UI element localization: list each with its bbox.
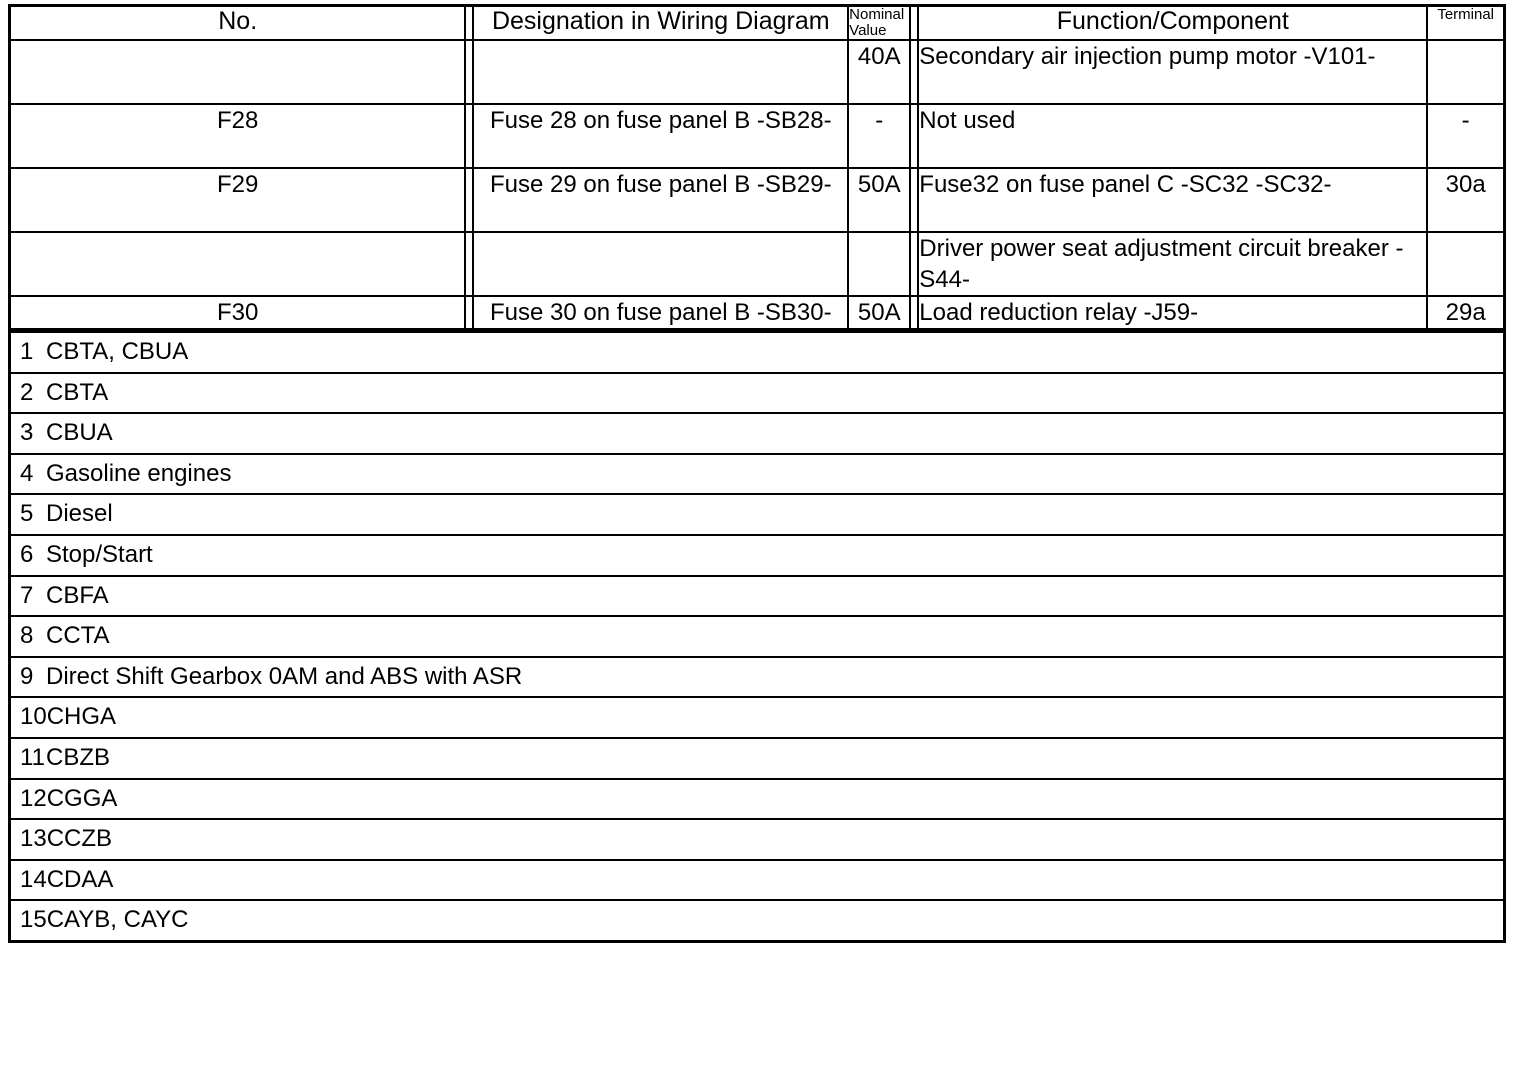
note-cell [10,616,1505,657]
header-gap-2 [910,6,918,40]
table-row [10,40,1505,104]
note-number: 11 [20,744,45,771]
note-number: 4 [20,459,34,487]
note-cell [10,332,1505,373]
cell-gap-1 [465,232,473,296]
cell-nominal: 50A [848,296,910,330]
list-item [10,738,1505,779]
cell-gap-1 [465,296,473,330]
cell-no: F28 [10,104,466,168]
note-text: Gasoline engines [46,459,232,487]
cell-gap-1 [465,104,473,168]
note-number: 9 [20,662,34,690]
document-page [0,4,1520,1086]
list-item [10,779,1505,820]
note-cell [10,900,1505,941]
note-text: CBTA [46,378,109,406]
header-gap-1 [465,6,473,40]
note-cell [10,819,1505,860]
table-row [10,104,1505,168]
cell-terminal: 29a [1427,296,1504,330]
note-number: 15 [20,906,47,934]
cell-nominal: 50A [848,168,910,232]
cell-terminal: - [1427,104,1504,168]
header-terminal: Terminal [1427,6,1504,40]
note-text: CCZB [46,825,113,853]
cell-gap-2 [910,296,918,330]
note-number: 2 [20,378,34,406]
cell-no [10,40,466,104]
cell-function: Not used [918,104,1427,168]
list-item [10,697,1505,738]
cell-designation [473,40,848,104]
header-no: No. [10,6,466,40]
note-number: 13 [20,825,47,853]
note-cell [10,373,1505,414]
note-text: CGGA [46,784,118,812]
list-item [10,576,1505,617]
list-item [10,494,1505,535]
table-row [10,296,1505,330]
note-cell [10,454,1505,495]
note-text: CBUA [46,419,113,447]
cell-gap-2 [910,40,918,104]
list-item [10,860,1505,901]
header-nominal-value: Nominal Value [848,6,910,40]
cell-designation: Fuse 28 on fuse panel B -SB28- [473,104,848,168]
note-text: CDAA [46,865,114,893]
cell-no [10,232,466,296]
note-cell [10,779,1505,820]
cell-no: F30 [10,296,466,330]
table-row [10,168,1505,232]
note-number: 6 [20,541,34,569]
note-text: CCTA [46,622,110,650]
note-text: CBZB [46,744,111,771]
cell-terminal [1427,232,1504,296]
note-text: CHGA [46,703,117,731]
header-function-component: Function/Component [918,6,1427,40]
cell-function: Driver power seat adjustment circuit breaker -S44- [918,232,1427,296]
cell-function: Secondary air injection pump motor -V101- [918,40,1427,104]
cell-nominal: - [848,104,910,168]
note-text: CAYB, CAYC [46,906,189,934]
footnote-legend-table [8,331,1506,943]
note-text: Diesel [46,500,113,528]
cell-function: Fuse32 on fuse panel C -SC32 -SC32- [918,168,1427,232]
note-cell [10,576,1505,617]
note-cell [10,657,1505,698]
note-number: 10 [20,703,47,731]
list-item [10,900,1505,941]
cell-gap-2 [910,168,918,232]
note-number: 14 [20,865,47,893]
cell-gap-2 [910,104,918,168]
cell-gap-1 [465,40,473,104]
note-number: 12 [20,784,47,812]
list-item [10,535,1505,576]
note-cell [10,413,1505,454]
note-text: Direct Shift Gearbox 0AM and ABS with ASR [46,662,523,690]
cell-designation: Fuse 29 on fuse panel B -SB29- [473,168,848,232]
list-item [10,819,1505,860]
note-number: 1 [20,338,34,366]
note-cell [10,697,1505,738]
note-text: CBTA, CBUA [46,338,189,366]
list-item [10,616,1505,657]
table-header-row [10,6,1505,40]
cell-nominal [848,232,910,296]
note-cell [10,738,1505,779]
list-item [10,454,1505,495]
note-cell [10,535,1505,576]
cell-designation: Fuse 30 on fuse panel B -SB30- [473,296,848,330]
cell-terminal: 30a [1427,168,1504,232]
note-cell [10,860,1505,901]
note-text: Stop/Start [46,541,153,569]
header-designation: Designation in Wiring Diagram [473,6,848,40]
list-item [10,413,1505,454]
cell-no: F29 [10,168,466,232]
cell-function: Load reduction relay -J59- [918,296,1427,330]
cell-gap-1 [465,168,473,232]
cell-gap-2 [910,232,918,296]
note-number: 5 [20,500,34,528]
list-item [10,332,1505,373]
note-number: 8 [20,622,34,650]
fuse-assignment-table [8,4,1506,331]
cell-terminal [1427,40,1504,104]
note-cell [10,494,1505,535]
cell-nominal: 40A [848,40,910,104]
note-number: 3 [20,419,34,447]
cell-designation [473,232,848,296]
list-item [10,373,1505,414]
table-row [10,232,1505,296]
list-item [10,657,1505,698]
note-number: 7 [20,581,34,609]
note-text: CBFA [46,581,109,609]
